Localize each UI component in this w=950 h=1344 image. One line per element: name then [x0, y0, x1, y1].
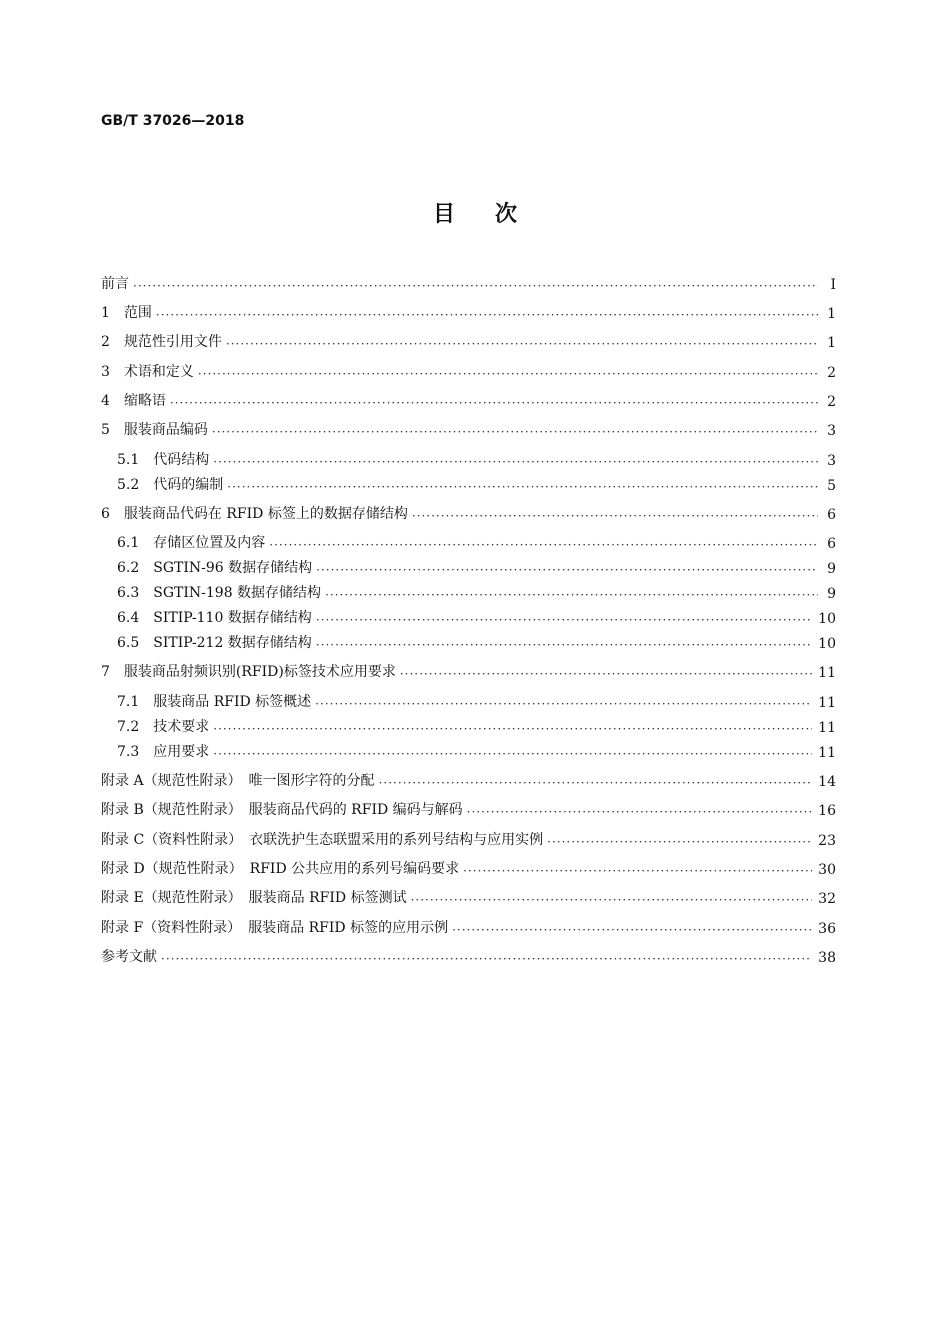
toc-entry[interactable]: [101, 447, 836, 469]
dot-leader: [547, 835, 812, 849]
toc-entry[interactable]: [101, 359, 836, 381]
toc-entry-label: 附录 D（规范性附录） RFID 公共应用的系列号编码要求: [101, 861, 460, 877]
toc-entry-label: 附录 F（资料性附录） 服装商品 RFID 标签的应用示例: [101, 920, 449, 936]
toc-entry[interactable]: [101, 580, 836, 602]
toc-entry[interactable]: [101, 501, 836, 523]
toc-entry-label: 6 服装商品代码在 RFID 标签上的数据存储结构: [101, 506, 408, 522]
toc-entry[interactable]: [101, 530, 836, 552]
dot-leader: [213, 722, 812, 736]
toc-entry-page: 32: [818, 891, 836, 907]
toc-entry-page: 1: [827, 335, 836, 351]
toc-entry-page: 11: [818, 720, 836, 736]
toc-entry[interactable]: [101, 659, 836, 681]
toc-entry[interactable]: [101, 555, 836, 577]
dot-leader: [379, 776, 813, 790]
toc-entry[interactable]: [101, 714, 836, 736]
toc-entry-label: 6.5 SITIP-212 数据存储结构: [117, 635, 312, 651]
dot-leader: [325, 588, 818, 602]
toc-entry-page: 9: [827, 561, 836, 577]
toc-entry-label: 附录 B（规范性附录） 服装商品代码的 RFID 编码与解码: [101, 802, 463, 818]
dot-leader: [227, 480, 818, 494]
toc-entry-label: 3 术语和定义: [101, 364, 194, 380]
dot-leader: [133, 279, 818, 293]
toc-entry[interactable]: [101, 797, 836, 819]
toc-entry[interactable]: [101, 300, 836, 322]
toc-entry-label: 附录 A（规范性附录） 唯一图形字符的分配: [101, 773, 375, 789]
toc-entry-page: 2: [827, 394, 836, 410]
toc-entry-page: 10: [818, 611, 836, 627]
toc-entry-page: 30: [818, 862, 836, 878]
toc-entry-page: 3: [827, 453, 836, 469]
toc-entry[interactable]: [101, 689, 836, 711]
toc-entry-page: 16: [818, 803, 836, 819]
toc-entry[interactable]: [101, 768, 836, 790]
dot-leader: [212, 425, 818, 439]
standard-code: GB/T 37026—2018: [101, 113, 245, 129]
toc-entry-page: 1: [827, 306, 836, 322]
dot-leader: [213, 747, 812, 761]
toc-entry[interactable]: [101, 630, 836, 652]
dot-leader: [170, 396, 818, 410]
dot-leader: [316, 638, 812, 652]
dot-leader: [316, 613, 812, 627]
toc-entry-label: 5.1 代码结构: [117, 452, 210, 468]
toc-entry[interactable]: [101, 472, 836, 494]
toc-entry-label: 6.2 SGTIN-96 数据存储结构: [117, 560, 313, 576]
toc-entry-label: 5.2 代码的编制: [117, 477, 224, 493]
dot-leader: [463, 864, 812, 878]
dot-leader: [156, 308, 818, 322]
toc-entry[interactable]: [101, 417, 836, 439]
toc-entry-page: Ⅰ: [830, 277, 836, 293]
toc-entry-label: 附录 C（资料性附录） 衣联洗护生态联盟采用的系列号结构与应用实例: [101, 832, 544, 848]
toc-entry[interactable]: [101, 915, 836, 937]
toc-entry[interactable]: [101, 605, 836, 627]
toc-entry-label: 6.1 存储区位置及内容: [117, 535, 266, 551]
dot-leader: [198, 367, 818, 381]
toc-entry-page: 10: [818, 636, 836, 652]
toc-entry[interactable]: [101, 388, 836, 410]
toc-entry-page: 9: [827, 586, 836, 602]
toc-entry[interactable]: [101, 856, 836, 878]
dot-leader: [411, 893, 813, 907]
toc-entry-label: 7 服装商品射频识别(RFID)标签技术应用要求: [101, 664, 396, 680]
toc-entry-label: 2 规范性引用文件: [101, 334, 222, 350]
toc-entry-page: 36: [818, 921, 836, 937]
toc-entry[interactable]: [101, 329, 836, 351]
dot-leader: [226, 337, 818, 351]
toc-entry-page: 2: [827, 365, 836, 381]
toc-entry[interactable]: [101, 885, 836, 907]
toc-entry-label: 5 服装商品编码: [101, 422, 208, 438]
dot-leader: [467, 805, 813, 819]
toc-entry[interactable]: [101, 271, 836, 293]
toc-entry-page: 11: [818, 665, 836, 681]
page-title: 目次: [432, 202, 557, 227]
toc-entry-label: 1 范围: [101, 305, 152, 321]
dot-leader: [315, 697, 812, 711]
toc-entry-label: 4 缩略语: [101, 393, 166, 409]
toc-entry-page: 14: [818, 774, 836, 790]
toc-entry-page: 3: [827, 423, 836, 439]
toc-entry-label: 参考文献: [101, 949, 157, 965]
toc-entry-label: 6.3 SGTIN-198 数据存储结构: [117, 585, 322, 601]
toc-entry[interactable]: [101, 827, 836, 849]
toc-entry[interactable]: [101, 944, 836, 966]
dot-leader: [452, 923, 812, 937]
toc-entry-label: 前言: [101, 276, 129, 292]
dot-leader: [269, 538, 818, 552]
toc-entry-page: 5: [827, 478, 836, 494]
toc-entry[interactable]: [101, 739, 836, 761]
toc-entry-label: 7.2 技术要求: [117, 719, 210, 735]
dot-leader: [161, 952, 812, 966]
toc-entry-page: 6: [827, 536, 836, 552]
dot-leader: [213, 455, 818, 469]
toc-entry-label: 6.4 SITIP-110 数据存储结构: [117, 610, 312, 626]
toc-entry-page: 11: [818, 695, 836, 711]
dot-leader: [316, 563, 818, 577]
toc-entry-page: 23: [818, 833, 836, 849]
toc-entry-label: 附录 E（规范性附录） 服装商品 RFID 标签测试: [101, 890, 407, 906]
toc-entry-page: 6: [827, 507, 836, 523]
dot-leader: [412, 509, 818, 523]
dot-leader: [400, 667, 812, 681]
toc-entry-label: 7.3 应用要求: [117, 744, 210, 760]
toc-entry-page: 11: [818, 745, 836, 761]
toc-entry-label: 7.1 服装商品 RFID 标签概述: [117, 694, 312, 710]
toc-entry-page: 38: [818, 950, 836, 966]
